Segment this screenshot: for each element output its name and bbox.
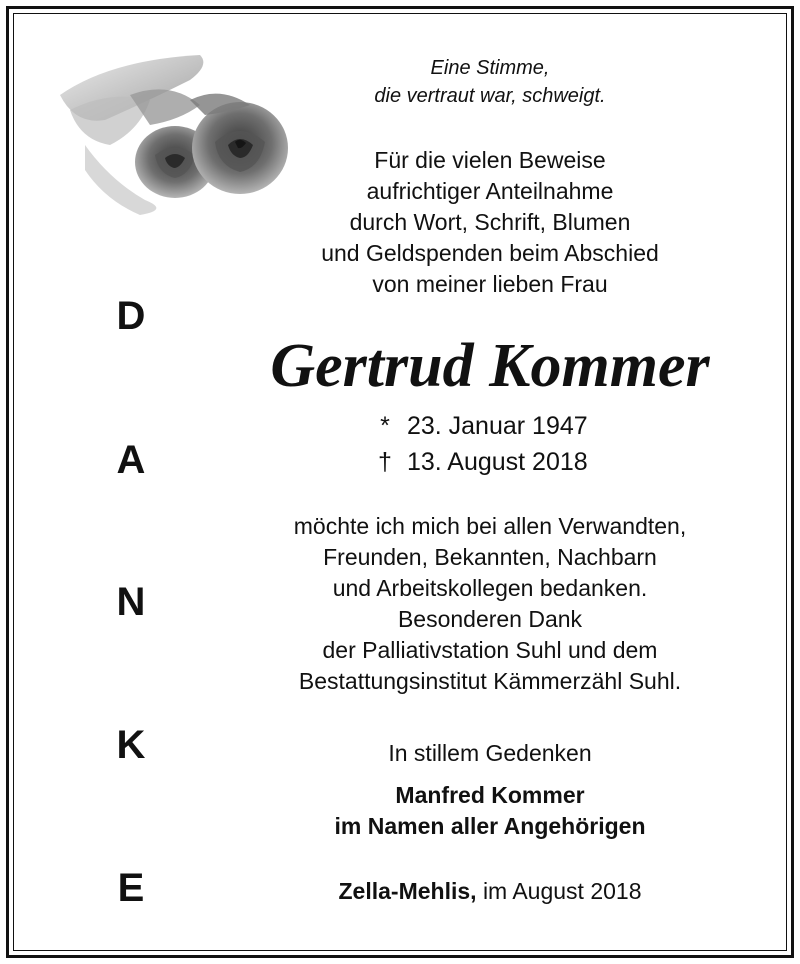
danke-letter-n: N: [116, 580, 146, 624]
intro-line: durch Wort, Schrift, Blumen: [349, 209, 631, 235]
thanks-line: der Palliativstation Suhl und dem: [322, 637, 658, 663]
cross-icon: †: [378, 448, 392, 476]
intro-line: und Geldspenden beim Abschied: [321, 240, 659, 266]
star-icon: *: [380, 412, 390, 440]
thanks-line: möchte ich mich bei allen Verwandten,: [293, 513, 687, 539]
date: im August 2018: [482, 878, 642, 904]
danke-letter-k: K: [116, 723, 146, 767]
deceased-name: Gertrud Kommer: [270, 332, 710, 400]
birth-date: 23. Januar 1947: [406, 412, 588, 440]
danke-letter-d: D: [116, 294, 146, 338]
life-dates: [370, 408, 630, 480]
place-date-block: [240, 876, 740, 907]
verse-line-2: die vertraut war, schweigt.: [374, 85, 606, 107]
intro-line: Für die vielen Beweise: [374, 147, 606, 173]
intro-line: aufrichtiger Anteilnahme: [366, 178, 614, 204]
place: Zella-Mehlis,: [338, 878, 477, 904]
birth-row: [370, 408, 630, 444]
thanks-block: [240, 511, 740, 697]
signer-name: Manfred Kommer: [395, 782, 585, 808]
intro-line: von meiner lieben Frau: [372, 271, 608, 297]
place-date-line: [240, 876, 740, 907]
danke-letter-e: E: [117, 866, 145, 910]
signer-note: im Namen aller Angehörigen: [334, 813, 646, 839]
intro-block: [240, 145, 740, 300]
thanks-line: Bestattungsinstitut Kämmerzähl Suhl.: [298, 668, 682, 694]
death-row: [370, 444, 630, 480]
signer-block: [240, 780, 740, 842]
closing-block: [240, 738, 740, 769]
death-date: 13. August 2018: [406, 448, 588, 476]
thanks-line: Freunden, Bekannten, Nachbarn: [323, 544, 657, 570]
verse-line-1: Eine Stimme,: [430, 57, 550, 79]
thanks-line: und Arbeitskollegen bedanken.: [332, 575, 648, 601]
danke-letter-a: A: [116, 438, 146, 482]
verse-block: [240, 54, 740, 110]
memory-line: In stillem Gedenken: [388, 740, 592, 766]
thanks-line: Besonderen Dank: [397, 606, 583, 632]
